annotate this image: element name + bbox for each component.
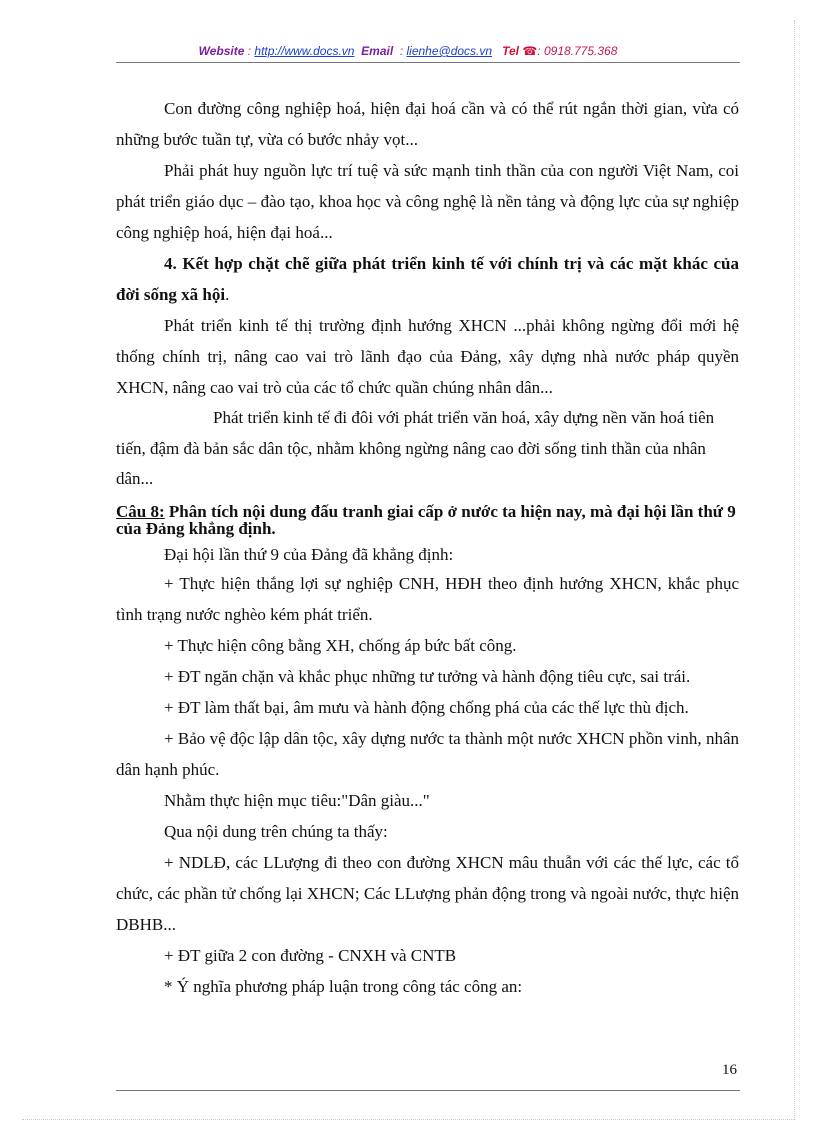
question-label: Câu 8: xyxy=(116,501,165,521)
email-link[interactable]: lienhe@docs.vn xyxy=(406,44,493,58)
list-item: + ĐT làm thất bại, âm mưu và hành động chống phá của các thế lực thù địch. xyxy=(164,697,689,717)
paragraph: Con đường công nghiệp hoá, hiện đại hoá cần và có thể rút ngắn thời gian, vừa có những bước tuần tự, vừa có bước nhảy vọt... xyxy=(116,99,739,149)
phone-icon: ☎ xyxy=(522,44,538,58)
list-item: + Thực hiện thắng lợi sự nghiệp CNH, HĐH theo định hướng XHCN, khắc phục tình trạng nước nghèo kém phát triển. xyxy=(116,573,739,624)
question-text: Phân tích nội dung đấu tranh giai cấp ở nước ta hiện nay, mà đại hội lần thứ 9 của Đảng khẳng định. xyxy=(116,501,736,538)
page-number: 16 xyxy=(722,1062,737,1078)
paragraph: Đại hội lần thứ 9 của Đảng đã khẳng định: xyxy=(164,544,454,564)
footer-rule xyxy=(116,1090,740,1091)
paragraph: Phải phát huy nguồn lực trí tuệ và sức mạnh tinh thần của con người Việt Nam, coi phát triển giáo dục – đào tạo, khoa học và công nghệ là nền tảng và động lực của sự nghiệp công nghiệp hoá, hiện đại hoá... xyxy=(116,161,739,242)
paragraph: Qua nội dung trên chúng ta thấy: xyxy=(164,821,388,841)
page-border-bottom xyxy=(22,1119,794,1120)
list-item: + Thực hiện công bằng XH, chống áp bức bất công. xyxy=(164,635,517,655)
list-item: + Bảo vệ độc lập dân tộc, xây dựng nước ta thành một nước XHCN phồn vinh, nhân dân hạnh phúc. xyxy=(116,728,739,779)
question-heading xyxy=(116,503,739,537)
section-heading: 4. Kết hợp chặt chẽ giữa phát triển kinh tế với chính trị và các mặt khác của đời sống xã hội. xyxy=(116,254,739,304)
list-item: + ĐT giữa 2 con đường - CNXH và CNTB xyxy=(164,945,457,965)
header-rule xyxy=(116,62,740,63)
paragraph: Phát triển kinh tế đi đôi với phát triển văn hoá, xây dựng nền văn hoá tiên tiến, đậm đà bản sắc dân tộc, nhằm không ngừng nâng cao đời sống tinh thần của nhân dân... xyxy=(116,408,715,488)
list-item: + ĐT ngăn chặn và khắc phục những tư tưởng và hành động tiêu cực, sai trái. xyxy=(164,666,691,686)
page-border-right xyxy=(794,20,795,1120)
website-link[interactable]: http://www.docs.vn xyxy=(254,44,355,58)
website-label: Website xyxy=(198,44,245,58)
document-body xyxy=(116,93,739,1002)
paragraph: Nhằm thực hiện mục tiêu:"Dân giàu..." xyxy=(164,790,430,810)
email-label: Email xyxy=(361,44,394,58)
list-item: * Ý nghĩa phương pháp luận trong công tác công an: xyxy=(164,976,523,996)
tel-label: Tel xyxy=(502,44,519,58)
list-item: + NDLĐ, các LLượng đi theo con đường XHCN mâu thuẫn với các thế lực, các tổ chức, các phần tử chống lại XHCN; Các LLượng phản động trong và ngoài nước, thực hiện DBHB... xyxy=(116,852,739,934)
phone-number: 0918.775.368 xyxy=(543,44,618,58)
page-header: Website : http://www.docs.vn Email : lienhe@docs.vn Tel ☎: 0918.775.368 xyxy=(198,44,618,58)
paragraph: Phát triển kinh tế thị trường định hướng XHCN ...phải không ngừng đổi mới hệ thống chính trị, nâng cao vai trò lãnh đạo của Đảng, xây dựng nhà nước pháp quyền XHCN, nâng cao vai trò của các tổ chức quần chúng nhân dân... xyxy=(116,316,739,397)
